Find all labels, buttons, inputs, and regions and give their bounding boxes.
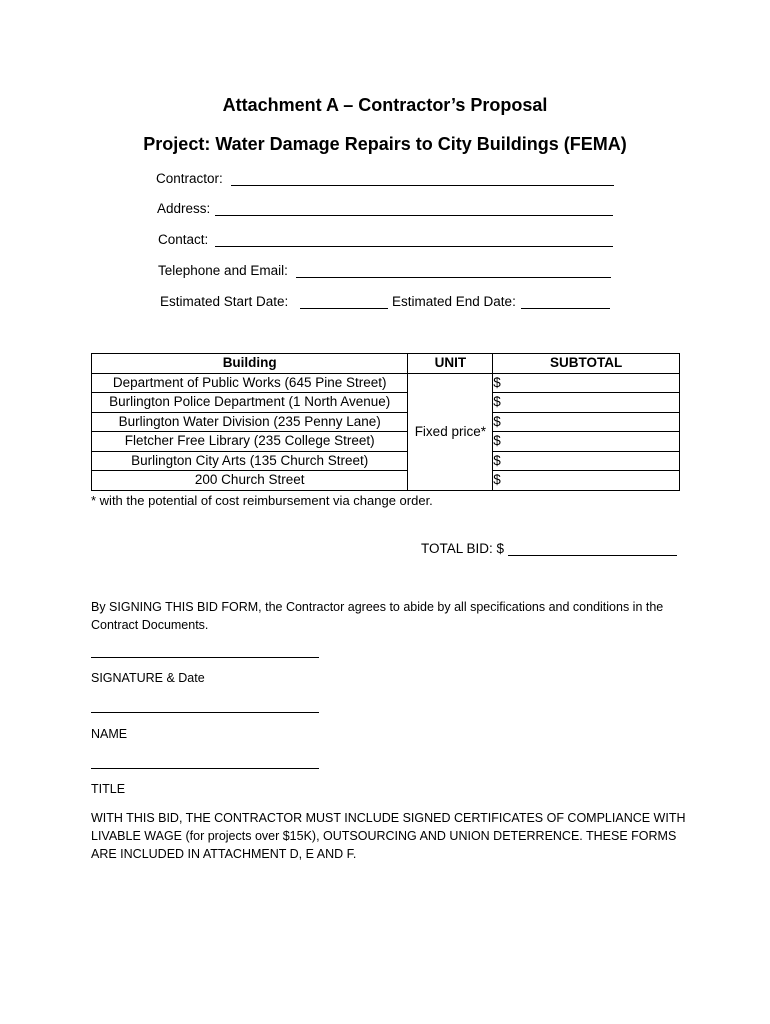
building-cell: Burlington Police Department (1 North Avenue) (92, 393, 408, 413)
table-header-row (92, 354, 680, 374)
subtotal-cell[interactable]: $ (493, 373, 680, 393)
end-date-field[interactable] (521, 294, 610, 309)
building-header: Building (92, 354, 408, 374)
address-field[interactable] (215, 201, 613, 216)
title-line[interactable] (91, 767, 319, 769)
building-cell: 200 Church Street (92, 471, 408, 491)
building-cell: Department of Public Works (645 Pine Street) (92, 373, 408, 393)
bid-table (91, 353, 680, 491)
end-date-label: Estimated End Date: (392, 294, 516, 309)
subtotal-cell[interactable]: $ (493, 432, 680, 452)
building-cell: Burlington City Arts (135 Church Street) (92, 451, 408, 471)
name-line[interactable] (91, 711, 319, 713)
contractor-label: Contractor: (156, 171, 223, 186)
contractor-field[interactable] (231, 171, 614, 186)
subtotal-cell[interactable]: $ (493, 451, 680, 471)
start-date-label: Estimated Start Date: (160, 294, 289, 309)
project-title: Project: Water Damage Repairs to City Buildings (FEMA) (143, 134, 627, 154)
subtotal-cell[interactable]: $ (493, 412, 680, 432)
building-cell: Burlington Water Division (235 Penny Lane) (92, 412, 408, 432)
table-row (92, 393, 680, 413)
title-label: TITLE (91, 782, 126, 796)
unit-cell: Fixed price* (408, 373, 493, 490)
table-row (92, 432, 680, 452)
table-footnote: * with the potential of cost reimbursement via change order. (91, 493, 433, 508)
subtotal-header: SUBTOTAL (493, 354, 680, 374)
telephone-email-field[interactable] (296, 263, 611, 278)
total-bid-label: TOTAL BID: $ (421, 541, 505, 556)
address-label: Address: (157, 201, 211, 216)
document-title: Attachment A – Contractor’s Proposal (222, 95, 548, 115)
start-date-field[interactable] (300, 294, 388, 309)
signature-date-label: SIGNATURE & Date (91, 671, 205, 685)
contact-field[interactable] (215, 232, 613, 247)
name-label: NAME (91, 727, 128, 741)
total-bid-field[interactable] (508, 541, 677, 556)
building-cell: Fletcher Free Library (235 College Street) (92, 432, 408, 452)
table-row (92, 471, 680, 491)
table-row (92, 373, 680, 393)
agreement-text: By SIGNING THIS BID FORM, the Contractor agrees to abide by all specifications and conditions in the Contract Documents. (91, 600, 664, 632)
unit-header: UNIT (408, 354, 493, 374)
compliance-notice: WITH THIS BID, THE CONTRACTOR MUST INCLUDE SIGNED CERTIFICATES OF COMPLIANCE WITH LIVABLE WAGE (for projects over $15K), OUTSOURCING AND UNION DETERRENCE. THESE FORMS ARE INCLUDED IN ATTACHMENT D, E AND F. (91, 811, 686, 861)
table-row (92, 451, 680, 471)
subtotal-cell[interactable]: $ (493, 471, 680, 491)
signature-line[interactable] (91, 656, 319, 658)
subtotal-cell[interactable]: $ (493, 393, 680, 413)
telephone-email-label: Telephone and Email: (158, 263, 288, 278)
contact-label: Contact: (158, 232, 209, 247)
table-row (92, 412, 680, 432)
